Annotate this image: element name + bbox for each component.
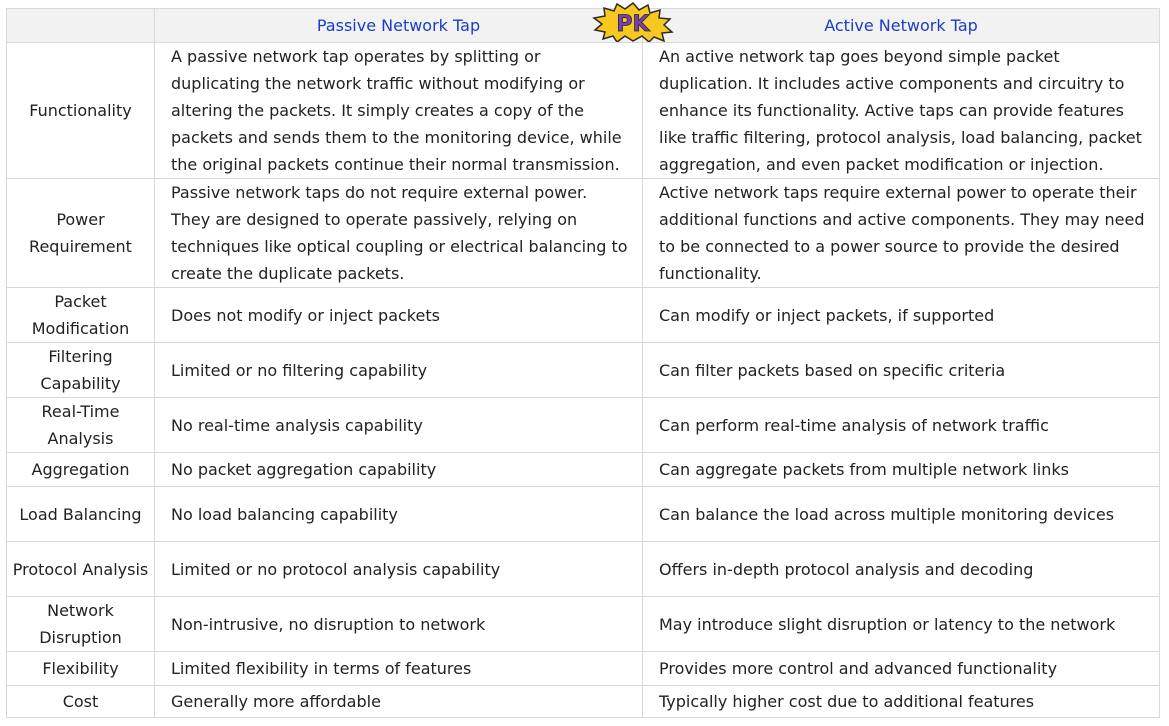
table-row [7,597,1160,652]
passive-cell: No load balancing capability [155,487,643,542]
pk-logo [592,2,674,42]
table-row [7,398,1160,453]
row-attribute: Real-Time Analysis [7,398,155,453]
table-row [7,652,1160,686]
active-cell: Offers in-depth protocol analysis and decoding [643,542,1160,597]
passive-cell: Limited or no filtering capability [155,343,643,398]
passive-cell: Generally more affordable [155,686,643,718]
active-cell: Active network taps require external power to operate their additional functions and active components. They may need to be connected to a power source to provide the desired functionality. [643,179,1160,288]
passive-cell: Limited or no protocol analysis capability [155,542,643,597]
header-active: Active Network Tap [643,9,1160,43]
active-cell: Can modify or inject packets, if supported [643,288,1160,343]
comparison-table [6,8,1160,718]
row-attribute: Cost [7,686,155,718]
active-cell: Typically higher cost due to additional features [643,686,1160,718]
row-attribute: Filtering Capability [7,343,155,398]
header-passive: Passive Network Tap [155,9,643,43]
passive-cell: Non-intrusive, no disruption to network [155,597,643,652]
active-cell: Provides more control and advanced functionality [643,652,1160,686]
row-attribute: Load Balancing [7,487,155,542]
active-cell: Can filter packets based on specific criteria [643,343,1160,398]
passive-cell: Does not modify or inject packets [155,288,643,343]
passive-cell: No real-time analysis capability [155,398,643,453]
row-attribute: Packet Modification [7,288,155,343]
table-row [7,288,1160,343]
row-attribute: Network Disruption [7,597,155,652]
passive-cell: Passive network taps do not require external power. They are designed to operate passively, relying on techniques like optical coupling or electrical balancing to create the duplicate packets. [155,179,643,288]
row-attribute: Functionality [7,43,155,179]
table-row [7,487,1160,542]
table-row [7,542,1160,597]
row-attribute: Power Requirement [7,179,155,288]
table-row [7,179,1160,288]
pk-logo-text: PK [616,12,650,37]
header-empty [7,9,155,43]
header-row [7,9,1160,43]
table-row [7,343,1160,398]
table-row [7,43,1160,179]
active-cell: Can balance the load across multiple monitoring devices [643,487,1160,542]
passive-cell: Limited flexibility in terms of features [155,652,643,686]
passive-cell: No packet aggregation capability [155,453,643,487]
active-cell: An active network tap goes beyond simple packet duplication. It includes active components and circuitry to enhance its functionality. Active taps can provide features like traffic filtering, protocol analysis, load balancing, packet aggregation, and even packet modification or injection. [643,43,1160,179]
row-attribute: Aggregation [7,453,155,487]
passive-cell: A passive network tap operates by splitting or duplicating the network traffic without modifying or altering the packets. It simply creates a copy of the packets and sends them to the monitoring device, while the original packets continue their normal transmission. [155,43,643,179]
row-attribute: Protocol Analysis [7,542,155,597]
table-row [7,453,1160,487]
row-attribute: Flexibility [7,652,155,686]
table-row [7,686,1160,718]
active-cell: Can perform real-time analysis of network traffic [643,398,1160,453]
active-cell: May introduce slight disruption or latency to the network [643,597,1160,652]
active-cell: Can aggregate packets from multiple network links [643,453,1160,487]
